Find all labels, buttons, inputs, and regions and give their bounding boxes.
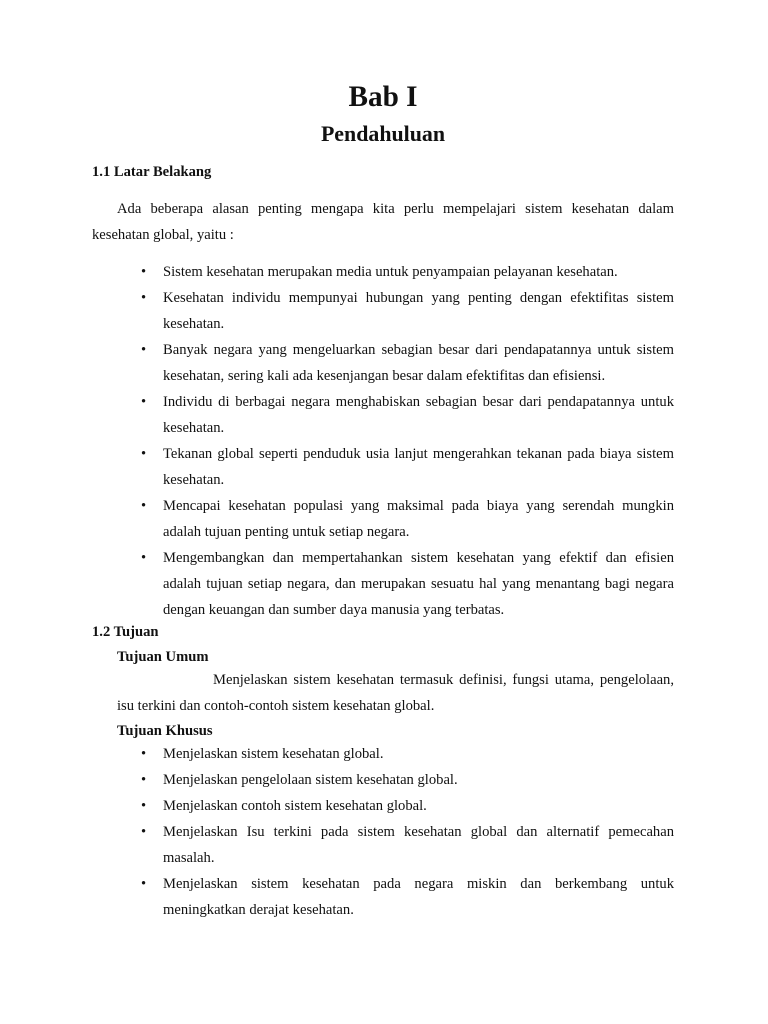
section-heading-latar-belakang: 1.1 Latar Belakang <box>92 164 212 180</box>
subheading-tujuan-khusus: Tujuan Khusus <box>117 723 213 739</box>
list-item: • Menjelaskan contoh sistem kesehatan global. <box>163 793 674 819</box>
list-item: • Individu di berbagai negara menghabiskan sebagian besar dari pendapatannya untuk kesehatan. <box>163 389 674 441</box>
chapter-title: Pendahuluan <box>320 121 446 146</box>
list-item: • Menjelaskan Isu terkini pada sistem kesehatan global dan alternatif pemecahan masalah. <box>163 819 674 871</box>
intro-paragraph: Ada beberapa alasan penting mengapa kita perlu mempelajari sistem kesehatan dalam kesehatan global, yaitu : <box>92 201 674 243</box>
reasons-list <box>163 259 674 623</box>
section-heading-tujuan: 1.2 Tujuan <box>92 624 159 640</box>
list-item: • Kesehatan individu mempunyai hubungan yang penting dengan efektifitas sistem kesehatan. <box>163 285 674 337</box>
list-item: • Tekanan global seperti penduduk usia lanjut mengerahkan tekanan pada biaya sistem kesehatan. <box>163 441 674 493</box>
list-item: • Menjelaskan pengelolaan sistem kesehatan global. <box>163 767 674 793</box>
list-item: • Mencapai kesehatan populasi yang maksimal pada biaya yang serendah mungkin adalah tujuan penting untuk setiap negara. <box>163 493 674 545</box>
chapter-label: Bab I <box>348 81 418 113</box>
list-item: • Mengembangkan dan mempertahankan sistem kesehatan yang efektif dan efisien adalah tujuan setiap negara, dan merupakan sesuatu hal yang menantang bagi negara dengan keuangan dan sumber daya manusia yang terbatas. <box>163 545 674 623</box>
list-item: • Banyak negara yang mengeluarkan sebagian besar dari pendapatannya untuk sistem kesehatan, sering kali ada kesenjangan besar dalam efektifitas dan efisiensi. <box>163 337 674 389</box>
list-item: • Menjelaskan sistem kesehatan pada negara miskin dan berkembang untuk meningkatkan derajat kesehatan. <box>163 871 674 923</box>
list-item: • Sistem kesehatan merupakan media untuk penyampaian pelayanan kesehatan. <box>163 259 674 285</box>
general-objective-paragraph: Menjelaskan sistem kesehatan termasuk definisi, fungsi utama, pengelolaan, isu terkini dan contoh-contoh sistem kesehatan global. <box>117 672 674 714</box>
subheading-tujuan-umum: Tujuan Umum <box>117 649 209 665</box>
list-item: • Menjelaskan sistem kesehatan global. <box>163 741 674 767</box>
specific-objectives-list <box>163 741 674 923</box>
